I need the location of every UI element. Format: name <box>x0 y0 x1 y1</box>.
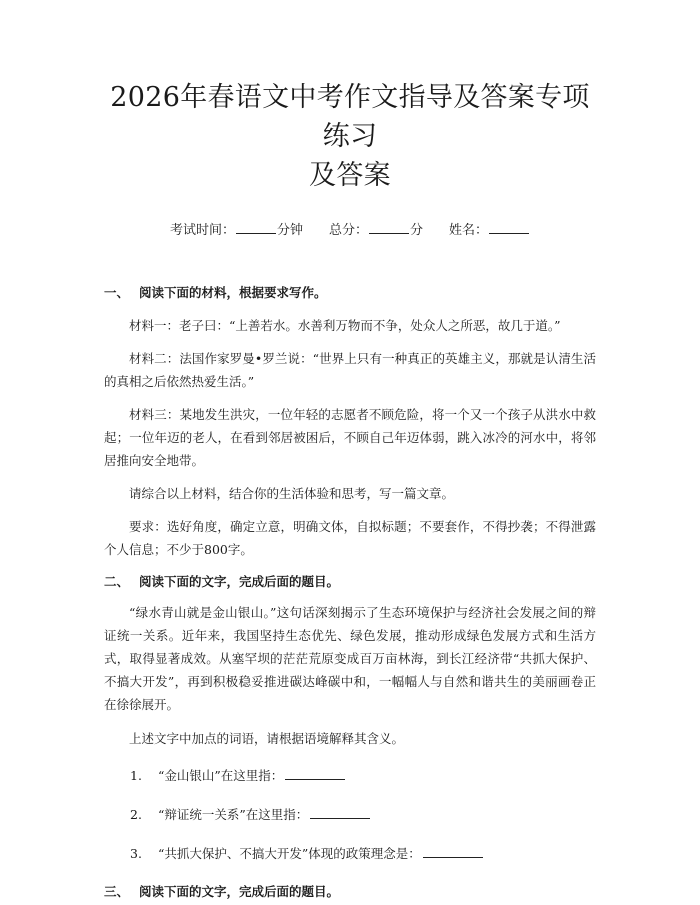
question-item-1 <box>104 766 596 786</box>
section-1-paragraph-3: 材料三：某地发生洪灾，一位年轻的志愿者不顾危险，将一个又一个孩子从洪水中救起；一位年迈的老人，在看到邻居被困后，不顾自己年迈体弱，跳入冰冷的河水中，将邻居推向安全地带。 <box>104 407 596 468</box>
question-1-number: 1. <box>130 768 142 783</box>
document-title <box>104 0 596 195</box>
section-1-heading <box>104 283 596 303</box>
student-name-blank <box>489 220 529 234</box>
exam-info <box>104 220 596 241</box>
section-2-title: 阅读下面的文字，完成后面的题目。 <box>139 574 340 589</box>
section-1-number: 一、 <box>104 285 130 300</box>
section-1-title: 阅读下面的材料，根据要求写作。 <box>139 285 327 300</box>
question-2-number: 2. <box>130 807 142 822</box>
question-1-text: “金山银山”在这里指： <box>158 768 284 783</box>
title-line-1: 2026年春语文中考作文指导及答案专项练习 <box>110 82 590 152</box>
section-1-paragraph-4: 请综合以上材料，结合你的生活体验和思考，写一篇文章。 <box>129 486 455 501</box>
question-1-answer-blank[interactable] <box>285 767 345 780</box>
exam-time-blank <box>236 220 276 234</box>
question-2-text: “辩证统一关系”在这里指： <box>158 807 309 822</box>
section-3-heading <box>104 882 596 902</box>
section-3-number: 三、 <box>104 884 130 899</box>
section-2-paragraph-2: 上述文字中加点的词语，请根据语境解释其含义。 <box>129 731 405 746</box>
student-name-field <box>449 220 530 241</box>
question-3-text: “共抓大保护、不搞大开发”体现的政策理念是： <box>158 846 421 861</box>
question-item-3 <box>104 844 596 864</box>
title-line-2: 及答案 <box>309 160 391 191</box>
question-3-answer-blank[interactable] <box>423 845 483 858</box>
section-1-paragraph-2: 材料二：法国作家罗曼•罗兰说：“世界上只有一种真正的英雄主义，那就是认清生活的真相之后依然热爱生活。” <box>104 351 596 389</box>
total-score-unit: 分 <box>410 223 424 238</box>
question-3-number: 3. <box>130 846 142 861</box>
total-score-blank <box>369 220 409 234</box>
section-2-number: 二、 <box>104 574 130 589</box>
student-name-label: 姓名： <box>449 223 489 238</box>
total-score-field <box>329 220 423 241</box>
section-3-title: 阅读下面的文字，完成后面的题目。 <box>139 884 340 899</box>
exam-time-field <box>170 220 303 241</box>
question-item-2 <box>104 805 596 825</box>
section-1-paragraph-1: 材料一：老子曰：“上善若水。水善利万物而不争，处众人之所恶，故几于道。” <box>129 318 561 333</box>
total-score-label: 总分： <box>328 223 368 238</box>
section-2-paragraph-1: “绿水青山就是金山银山。”这句话深刻揭示了生态环境保护与经济社会发展之间的辩证统一关系。近年来，我国坚持生态优先、绿色发展，推动形成绿色发展方式和生活方式，取得显著成效。从塞罕坝的茫茫荒原变成百万亩林海，到长江经济带“共抓大保护、不搞大开发”，再到积极稳妥推进碳达峰碳中和，一幅幅人与自然和谐共生的美丽画卷正在徐徐展开。 <box>104 605 596 712</box>
question-2-answer-blank[interactable] <box>310 806 370 819</box>
section-2-heading <box>104 572 596 592</box>
exam-time-unit: 分钟 <box>276 223 303 238</box>
section-1-paragraph-5: 要求：选好角度，确定立意，明确文体，自拟标题；不要套作，不得抄袭；不得泄露个人信息；不少于800字。 <box>104 519 596 557</box>
exam-time-label: 考试时间： <box>169 223 235 238</box>
